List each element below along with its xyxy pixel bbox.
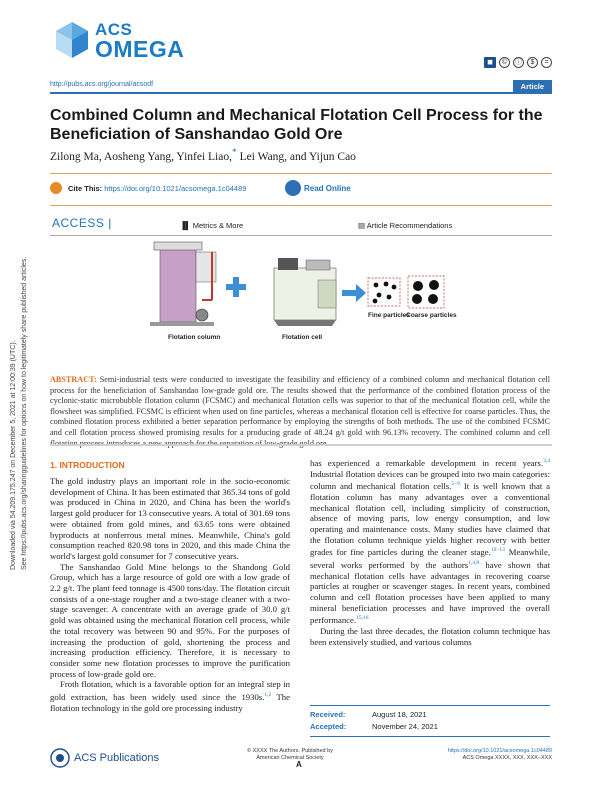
authors-part2: Lei Wang, and Yijun Cao [236, 150, 356, 163]
metrics-more-link[interactable] [180, 221, 243, 230]
reference-link[interactable]: 3,4 [543, 458, 550, 464]
cite-icon [50, 182, 62, 194]
authors-part1: Zilong Ma, Aosheng Yang, Yinfei Liao, [50, 150, 232, 163]
arrow-shape [342, 290, 356, 296]
paragraph: The gold industry plays an important role in the socio-economic development of China. It has been estimated that 365.34 tons of gold was produced in China in 2020, and China has been the world's largest gold producer for 13 consecutive years. A total of 301.69 tons were obtained from gold mines, and 63.65 tons were obtained byproducts at nonferrous metal mines. Meanwhile, China's gold consumption reached 820.98 tons in 2020, and this made China the world's largest gold consumer for 7 consecutive years. [50, 476, 290, 561]
article-type-badge: Article [513, 80, 552, 93]
paragraph: During the last three decades, the flotation column technique has been extensively studied, and various columns [310, 626, 550, 647]
article-dates [310, 705, 550, 737]
by-icon[interactable]: ⓘ [515, 59, 522, 66]
acs-publications-logo-icon [50, 748, 70, 768]
label-flotation-column: Flotation column [168, 334, 221, 341]
page-number: A [296, 760, 302, 769]
footer-citation: ACS Omega XXXX, XXX, XXX−XXX [462, 755, 552, 761]
access-text: ACCESS [52, 216, 105, 230]
flotation-column-shape [160, 246, 196, 322]
reference-link[interactable]: 10−13 [490, 547, 505, 554]
cite-this [68, 184, 246, 193]
read-online-icon[interactable] [285, 180, 301, 196]
paragraph-text: have shown that mechanical flotation cells have advantages in recovering coarse particles at rougher or scavenger stages. In recent years, combined column and cell flotation processes have been applied to many mineral beneficiation processes and have improved the overall performance. [310, 559, 550, 626]
paragraph [310, 456, 550, 626]
paragraph [50, 679, 290, 713]
access-bar [50, 214, 552, 236]
abstract-text: Semi-industrial tests were conducted to investigate the feasibility and efficiency of a combined column and mechanical flotation cell process for the beneficiation of Sanshandao low-grade gold ore. The results showed that the performance of the combined flotation process of the cyclonic-static microbubble flotation column (FCSMC) and mechanical flotation cells was superior to that of the mechanical flotation cell, while the flowsheet was simplified. FCSMC is efficient when used on fine particles, whereas a mechanical flotation cell is effective for coarse particles. Thus, the combined flotation process exhibited a better separation performance by employing the strengths of both methods. The use of the combined FCSMC and cell flotation process showed promising results for a producing grade of 48.24 g/t gold with 96.13% recovery. The combined column and cell [50, 375, 550, 437]
read-online-button[interactable]: Read Online [304, 184, 351, 193]
label-flotation-cell: Flotation cell [282, 334, 323, 341]
accepted-date: November 24, 2021 [372, 722, 438, 731]
copyright-line2: American Chemical Society [256, 755, 324, 761]
recommendations-label: Article Recommendations [366, 221, 453, 230]
label-coarse-particles: Coarse particles [406, 312, 457, 319]
paragraph-text: Industrial flotation devices can be grouped into two main categories: column and mechanical flotation cells. [310, 468, 550, 492]
journal-url-link[interactable]: http://pubs.acs.org/journal/acsodf [50, 81, 154, 88]
corresponding-author-star[interactable]: * [231, 147, 237, 158]
document-icon: ▤ [358, 221, 367, 230]
toc-graphic [146, 240, 476, 348]
section-heading-introduction: 1. INTRODUCTION [50, 460, 125, 470]
accepted-label: Accepted: [310, 722, 347, 731]
download-note [8, 250, 36, 570]
download-note-line1: Downloaded via 54.209.175.247 on December 5, 2021 at 12:00:39 (UTC). [10, 340, 17, 570]
label-fine-particles: Fine particles [368, 312, 410, 319]
acs-omega-logo-icon [52, 20, 92, 60]
paragraph-text: Meanwhile, several works performed by the authors [310, 547, 550, 570]
paragraph-text: The flotation technology in the gold ore processing industry [50, 691, 290, 713]
author-list [50, 147, 356, 163]
nd-icon[interactable]: = [541, 57, 552, 68]
abstract [50, 375, 550, 449]
article-recommendations-link[interactable] [358, 221, 452, 230]
nc-icon[interactable]: $ [527, 57, 538, 68]
paragraph-text: has experienced a remarkable development in recent years. [310, 457, 544, 468]
received-label: Received: [310, 710, 346, 719]
abstract-divider [50, 444, 552, 446]
cc-icon[interactable]: © [499, 57, 510, 68]
cite-top-divider [50, 173, 552, 174]
footer-copyright [220, 748, 360, 762]
abstract-label: ABSTRACT: [50, 375, 97, 384]
received-date: August 18, 2021 [372, 710, 427, 719]
reference-link[interactable]: 1,2 [264, 692, 272, 699]
paragraph-text: Froth flotation, which is a favorable option for an integral step in gold extraction, has been widely used since the 1930s. [50, 679, 290, 702]
paragraph: The Sanshandao Gold Mine belongs to the Shandong Gold Group, which has a large resource of gold ore with a low grade of 2.2 g/t. The plant feed tonnage is 4500 tons/day. The flotation circuit consists of a one-stage rougher and a two-stage cleaner with a two-stage scavenger. A concentrate with an average grade of 30.0 g/t gold was obtained using the mechanical flotation cell process, while the total recovery was between 90 and 95%. For the purposes of increasing the production of gold, shortening the process and increasing production efficiency. Therefore, it is necessary to consider some new flotation processes to improve the purification process of low-grade gold ore. [50, 561, 290, 679]
header-divider [50, 92, 552, 94]
article-title: Combined Column and Mechanical Flotation Cell Process for the Beneficiation of Sanshandao Gold Ore [50, 107, 543, 143]
acs-icon[interactable]: ◼ [484, 57, 496, 68]
metrics-icon: ▐▌ [180, 221, 193, 230]
reference-link[interactable]: 1,4,8 [468, 560, 480, 566]
reference-link[interactable]: 15,16 [356, 615, 369, 622]
copyright-line1: © XXXX The Authors. Published by [247, 748, 333, 754]
metrics-label: Metrics & More [192, 221, 244, 230]
cite-bottom-divider [50, 205, 552, 206]
license-icons [484, 57, 552, 68]
body-column-right [310, 456, 550, 647]
cite-doi-link[interactable]: https://doi.org/10.1021/acsomega.1c04489 [104, 184, 247, 193]
cite-label: Cite This: [68, 184, 103, 193]
logo-text-omega: OMEGA [95, 36, 185, 62]
reference-link[interactable]: 5−9 [451, 481, 460, 488]
footer-publisher: ACS Publications [74, 752, 159, 764]
download-note-line2: See https://pubs.acs.org/sharingguidelines for options on how to legitimately share published articles. [21, 256, 28, 570]
logo-text-acs: ACS [95, 20, 133, 39]
access-label: ACCESS | [52, 216, 112, 230]
footer-doi-link[interactable]: https://doi.org/10.1021/acsomega.1c04489 [447, 748, 552, 754]
paragraph-text: It is well known that a flotation column has many advantages over a conventional mechanical flotation cell, including simplicity of construction, absence of moving parts, low energy consumption, and low operating and maintenance costs. Many studies have claimed that the flotation column technique yields higher recovery with better grades for fine particles during the cleaner stage. [310, 481, 550, 558]
footer-doi [448, 748, 552, 762]
body-column-left [50, 476, 290, 713]
